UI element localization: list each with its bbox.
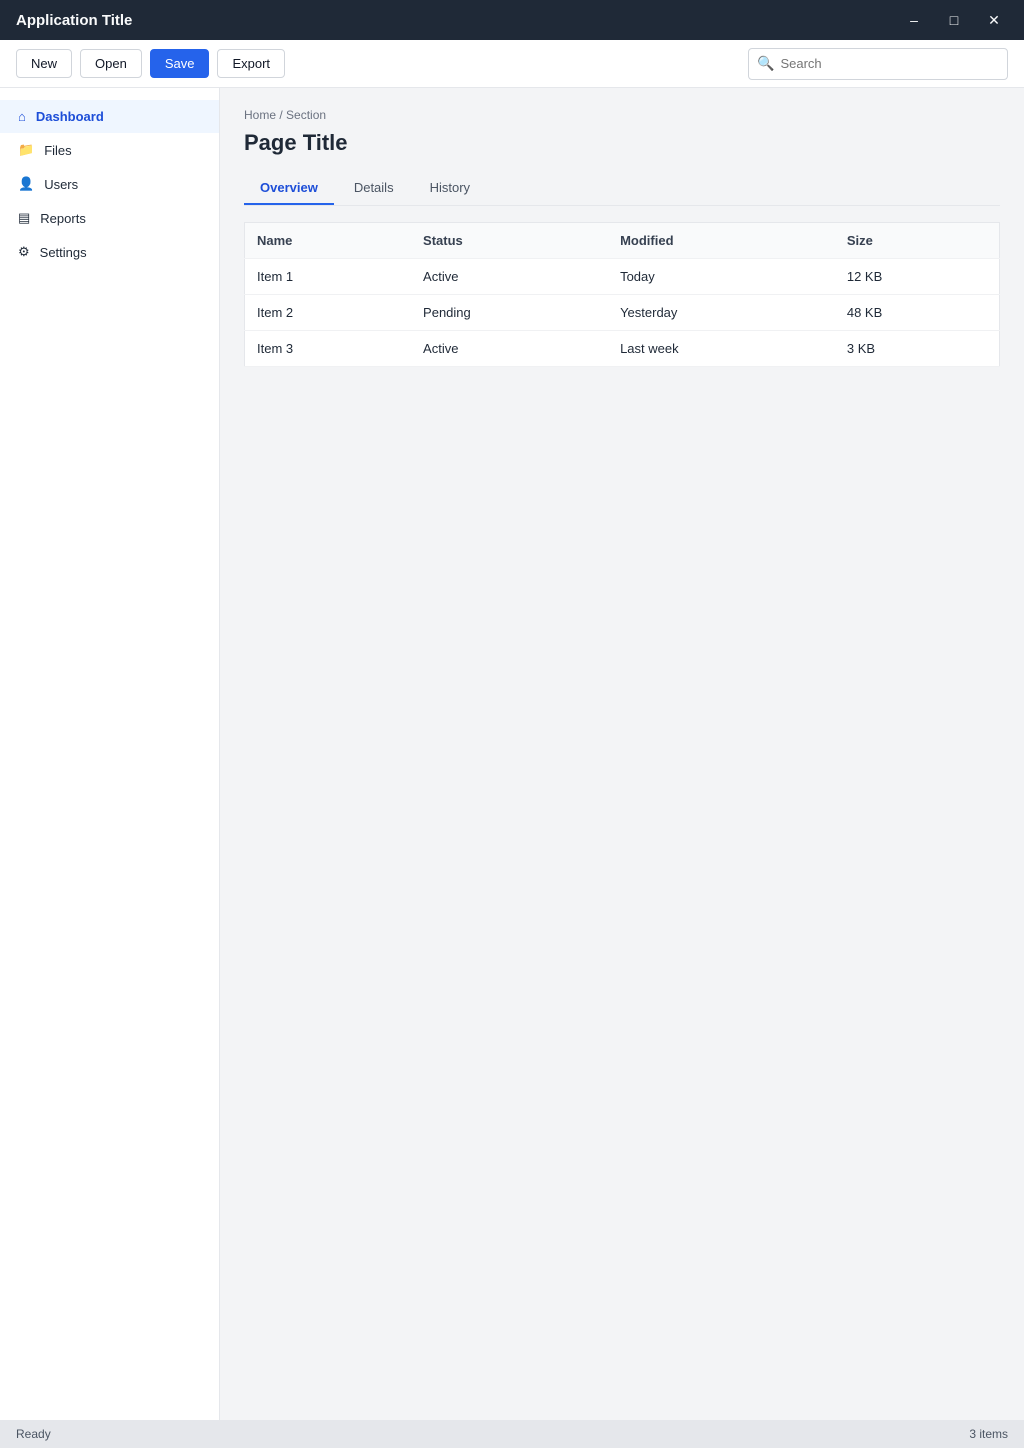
export-button[interactable]: Export <box>217 49 285 78</box>
content-area <box>0 88 1024 1420</box>
status-bar <box>0 1420 1024 1448</box>
home-icon: ⌂ <box>18 109 26 124</box>
save-button[interactable]: Save <box>150 49 210 78</box>
sidebar-item-label: Settings <box>39 244 87 260</box>
main-panel <box>220 88 1024 1420</box>
search-icon: 🔍 <box>757 55 775 71</box>
new-button[interactable]: New <box>16 49 72 78</box>
minimize-icon[interactable]: – <box>910 12 918 28</box>
folder-icon: 📁 <box>18 142 35 157</box>
sidebar-item-label: Files <box>44 142 72 158</box>
sidebar-item-reports[interactable] <box>0 201 219 235</box>
column-header[interactable]: Modified <box>608 223 835 259</box>
sidebar-item-label: Reports <box>40 210 86 226</box>
table-cell: Item 3 <box>245 331 412 367</box>
close-icon[interactable]: ✕ <box>988 11 1000 28</box>
table-cell: 12 KB <box>835 259 1000 295</box>
search-box <box>748 48 1008 80</box>
page-title: Page Title <box>244 130 348 155</box>
table-row[interactable] <box>245 295 1000 331</box>
table-cell: Active <box>411 259 608 295</box>
table-cell: Item 1 <box>245 259 412 295</box>
sidebar-item-settings[interactable] <box>0 235 219 269</box>
data-table <box>244 222 1000 367</box>
tab-history[interactable]: History <box>429 180 471 195</box>
sidebar-item-label: Users <box>44 176 79 192</box>
sidebar-item-users[interactable] <box>0 167 219 201</box>
tab-bar <box>244 172 1000 206</box>
column-header[interactable]: Status <box>411 223 608 259</box>
sidebar <box>0 88 220 1420</box>
title-bar <box>0 0 1024 40</box>
sidebar-item-dashboard[interactable] <box>0 100 219 133</box>
tab-details[interactable]: Details <box>353 180 394 195</box>
open-button[interactable]: Open <box>80 49 142 78</box>
table-row[interactable] <box>245 259 1000 295</box>
status-text: Ready <box>16 1427 51 1441</box>
toolbar <box>0 40 1024 88</box>
chart-icon: ▤ <box>18 210 31 225</box>
table-cell: Active <box>411 331 608 367</box>
maximize-icon[interactable]: □ <box>949 12 959 28</box>
breadcrumb: Home / Section <box>244 108 327 122</box>
window-title: Application Title <box>16 11 133 29</box>
search-input[interactable] <box>780 56 999 71</box>
sidebar-item-label: Dashboard <box>35 109 104 124</box>
table-cell: Item 2 <box>245 295 412 331</box>
table-cell: Yesterday <box>608 295 835 331</box>
table-cell: Today <box>608 259 835 295</box>
item-count: 3 items <box>969 1427 1008 1441</box>
table-cell: 3 KB <box>835 331 1000 367</box>
column-header[interactable]: Size <box>835 223 1000 259</box>
tab-overview[interactable]: Overview <box>244 172 334 205</box>
table-header-row <box>245 223 1000 259</box>
table-cell: Pending <box>411 295 608 331</box>
table-cell: 48 KB <box>835 295 1000 331</box>
table-row[interactable] <box>245 331 1000 367</box>
sidebar-item-files[interactable] <box>0 133 219 167</box>
column-header[interactable]: Name <box>245 223 412 259</box>
user-icon: 👤 <box>18 176 35 191</box>
table-cell: Last week <box>608 331 835 367</box>
gear-icon: ⚙ <box>18 244 30 259</box>
